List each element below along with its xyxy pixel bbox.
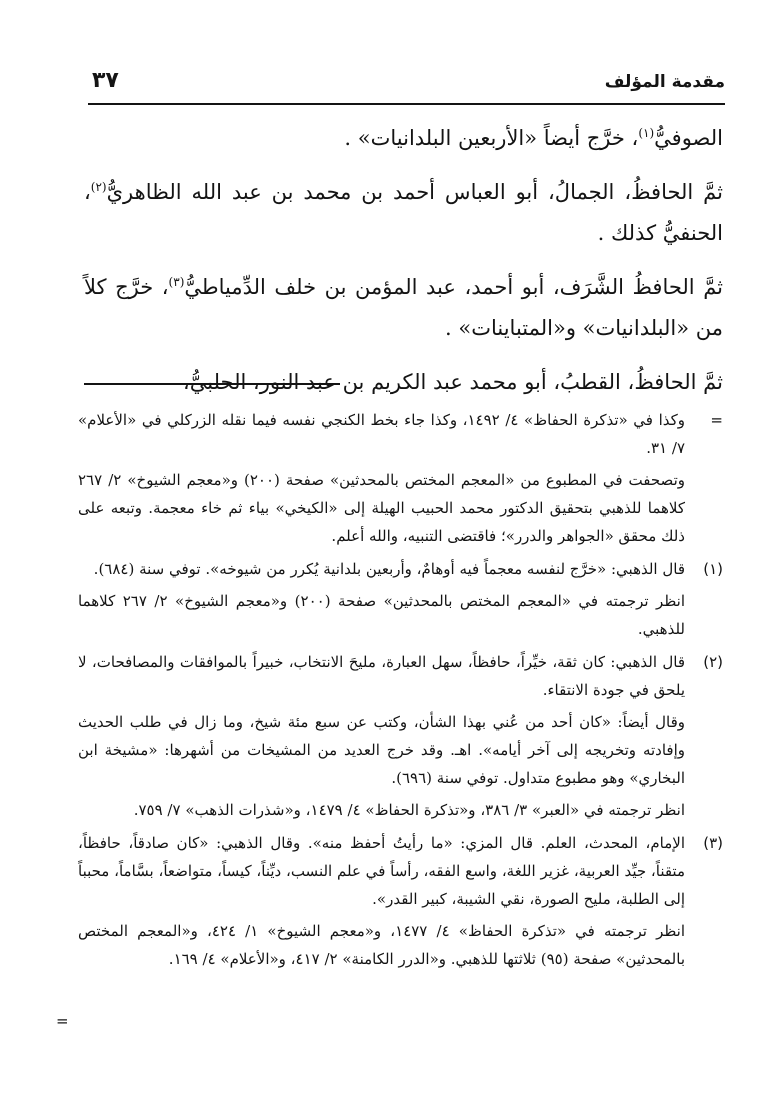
main-text-segment: الصوفيُّ [654, 126, 723, 150]
footnote-paragraph: الإمام، المحدث، العلم. قال المزي: «ما رأيتُ أحفظ منه». وقال الذهبي: «كان صادقاً، حافظاً، متقناً، جيِّد العربية، غزير اللغة، واسع الفقه، رأساً في علم النسب، ديِّناً، كيساً، متواضعاً، بسَّاماً، محبباً إلى الطلبة، مليح الصورة، نقي الشيبة، كبير القدر». [78, 834, 685, 908]
footnote-3 [78, 829, 723, 973]
footnote-continuation [78, 406, 723, 550]
footnote-ref[interactable]: (١) [638, 126, 655, 140]
main-text-segment: ثمَّ الحافظُ الشَّرَف، أبو أحمد، عبد المؤمن بن خلف الدِّمياطيُّ [184, 275, 724, 299]
page-header [92, 70, 725, 100]
footnote-paragraph: انظر ترجمته في «العبر» ٣/ ٣٨٦، و«تذكرة الحفاظ» ٤/ ١٤٧٩، و«شذرات الذهب» ٧/ ٧٥٩. [133, 801, 685, 819]
header-rule [88, 103, 725, 105]
footnote-ref[interactable]: (٣) [168, 275, 185, 289]
footnote-marker: (٣) [703, 834, 723, 852]
continuation-end-marker: = [56, 1012, 69, 1030]
running-title: مقدمة المؤلف [604, 72, 725, 92]
footnote-paragraph: انظر ترجمته في «تذكرة الحفاظ» ٤/ ١٤٧٧، و«معجم الشيوخ» ١/ ٤٢٤، و«المعجم المختص بالمحدثين» صفحة (٩٥) ثلاثتها للذهبي. و«الدرر الكامنة» ٢/ ٤١٧، و«الأعلام» ٤/ ١٦٩. [78, 922, 686, 968]
footnote-ref[interactable]: (٢) [90, 180, 107, 194]
main-text [84, 118, 723, 416]
footnotes [78, 406, 723, 978]
main-paragraph [84, 172, 723, 254]
main-text-segment: ثمَّ الحافظُ، الجمالُ، أبو العباس أحمد بن محمد بن عبد الله الظاهريُّ [106, 180, 723, 204]
footnote-paragraph: انظر ترجمته في «المعجم المختص بالمحدثين» صفحة (٢٠٠) و«معجم الشيوخ» ٢/ ٢٦٧ كلاهما للذهبي. [78, 592, 685, 638]
main-text-segment: ، خرَّج كلاً من «البلدانيات» و«المتباينات» . [84, 275, 723, 340]
page-number: ٣٧ [92, 68, 119, 93]
main-text-segment: ، الحنفيُّ كذلك . [84, 180, 723, 245]
main-paragraph [84, 267, 723, 349]
footnote-1 [78, 555, 723, 643]
footnote-paragraph: وتصحفت في المطبوع من «المعجم المختص بالمحدثين» صفحة (٢٠٠) و«معجم الشيوخ» ٢/ ٢٦٧ كلاهما للذهبي بتحقيق الدكتور محمد الحبيب الهيلة إلى «الكيخي» بياء ثم خاء معجمة. وتبعه على ذلك محقق «الجواهر والدرر»؛ فاقتضى التنبيه، والله أعلم. [78, 471, 685, 545]
footnote-paragraph: قال الذهبي: كان ثقة، خيِّراً، حافظاً، سهل العبارة، مليحَ الانتخاب، خبيراً بالموافقات والمصافحات، لا يلحق في جودة الانتقاء. [78, 653, 685, 699]
footnote-marker: (٢) [703, 653, 723, 671]
footnote-paragraph: وقال أيضاً: «كان أحد من عُني بهذا الشأن، وكتب عن سبع مئة شيخ، وما زال في طلب الحديث وإفادته وتخريجه إلى آخر أيامه». اهـ. وقد خرج العديد من المشيخات من أشهرها: «مشيخة ابن البخاري» وهو مطبوع متداول. توفي سنة (٦٩٦). [78, 713, 685, 787]
main-text-segment: ، خرَّج أيضاً «الأربعين البلدانيات» . [344, 126, 639, 150]
main-text-segment: ثمَّ الحافظُ، القطبُ، أبو محمد عبد الكريم بن عبد النور، الحلبيُّ، [182, 370, 723, 394]
footnote-divider [84, 383, 340, 385]
footnote-paragraph: قال الذهبي: «خرَّج لنفسه معجماً فيه أوهامٌ، وأربعين بلدانية يُكرر من شيوخه». توفي سنة (٦٨٤). [93, 560, 685, 578]
footnote-paragraph: وكذا في «تذكرة الحفاظ» ٤/ ١٤٩٢، وكذا جاء بخط الكنجي نفسه فيما نقله الزركلي في «الأعلام» ٧/ ٣١. [78, 411, 685, 457]
footnote-2 [78, 648, 723, 824]
continuation-marker: = [710, 411, 723, 429]
footnote-marker: (١) [703, 560, 723, 578]
main-paragraph [84, 118, 723, 159]
